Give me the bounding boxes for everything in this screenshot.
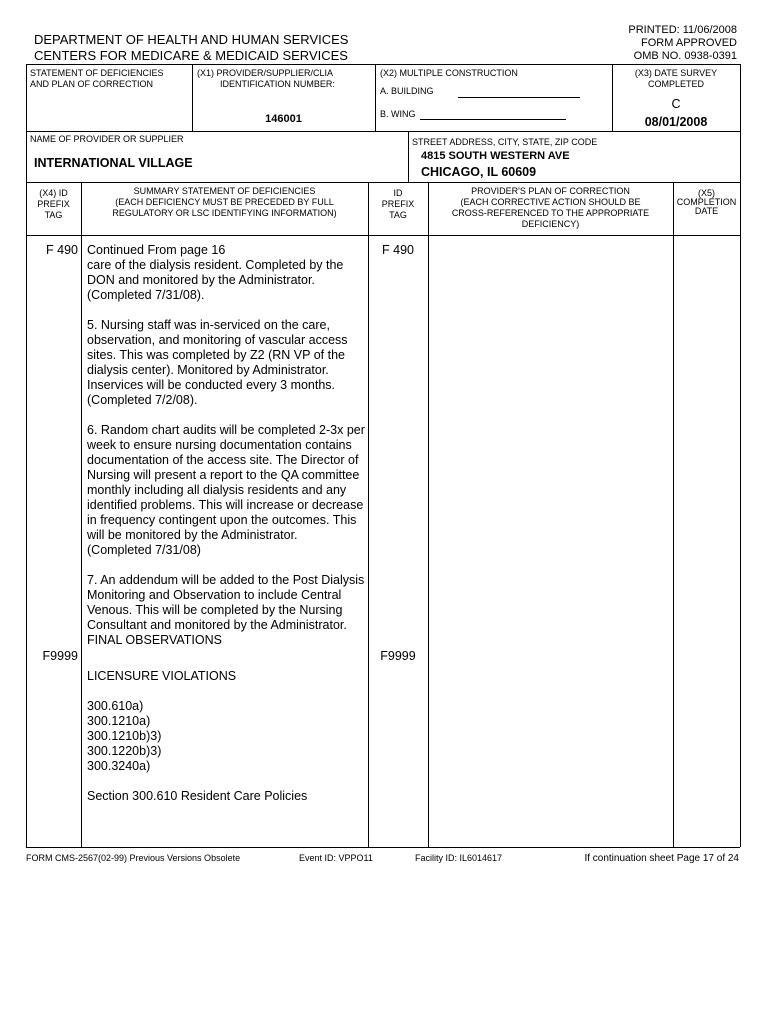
footer-form: FORM CMS-2567(02-99) Previous Versions Obsolete bbox=[26, 853, 241, 863]
regulation-code: 300.610a) bbox=[87, 699, 144, 713]
summary-text-block bbox=[87, 243, 365, 804]
id-header-3: TAG bbox=[389, 210, 407, 220]
street-address: 4815 SOUTH WESTERN AVE bbox=[421, 150, 570, 162]
section-title: Section 300.610 Resident Care Policies bbox=[87, 789, 308, 803]
paragraph-4: 7. An addendum will be added to the Post Dialysis Monitoring and Observation to include Central Venous. This will be completed by the Nursing Consultant and monitored by the Administrator. bbox=[87, 573, 365, 632]
footer-continuation: If continuation sheet Page 17 of 24 bbox=[584, 853, 739, 864]
final-observations: FINAL OBSERVATIONS bbox=[87, 633, 222, 647]
column-header-divider bbox=[26, 235, 740, 236]
tag-f9999-right: F9999 bbox=[380, 649, 416, 663]
building-underline bbox=[458, 97, 580, 98]
x5-header-2: COMPLETION bbox=[676, 197, 737, 207]
x4-header-3: TAG bbox=[44, 210, 63, 220]
x4-header-2: PREFIX bbox=[37, 199, 70, 209]
col-sep-4 bbox=[673, 182, 674, 847]
continued-from: Continued From page 16 bbox=[87, 243, 226, 257]
col-sep-1 bbox=[81, 182, 82, 847]
top-row-sep-2 bbox=[375, 64, 376, 131]
top-row-divider bbox=[26, 131, 740, 132]
tag-f490-right: F 490 bbox=[382, 243, 414, 257]
top-border bbox=[26, 64, 740, 65]
x3-label-2: COMPLETED bbox=[647, 79, 704, 89]
statement-label-1: STATEMENT OF DEFICIENCIES bbox=[30, 68, 164, 78]
regulation-code: 300.1210a) bbox=[87, 714, 151, 728]
regulation-code: 300.1210b)3) bbox=[87, 729, 162, 743]
provider-id-number: 146001 bbox=[265, 113, 302, 125]
summary-header-3: REGULATORY OR LSC IDENTIFYING INFORMATION) bbox=[112, 208, 337, 218]
footer-event-id: Event ID: VPPO11 bbox=[299, 853, 373, 863]
x4-header-1: (X4) ID bbox=[39, 188, 68, 198]
agency-line-2: CENTERS FOR MEDICARE & MEDICAID SERVICES bbox=[34, 48, 348, 63]
left-border bbox=[26, 64, 27, 847]
tag-f490-left: F 490 bbox=[46, 243, 78, 257]
id-header-2: PREFIX bbox=[381, 199, 415, 209]
printed-date: PRINTED: 11/06/2008 bbox=[628, 24, 737, 36]
provider-row-sep bbox=[408, 131, 409, 182]
x1-label-1: (X1) PROVIDER/SUPPLIER/CLIA bbox=[197, 68, 334, 78]
x3-label-1: (X3) DATE SURVEY bbox=[634, 68, 718, 78]
omb-number: OMB NO. 0938-0391 bbox=[633, 50, 737, 62]
tag-f9999-left: F9999 bbox=[42, 649, 78, 663]
provider-name: INTERNATIONAL VILLAGE bbox=[34, 156, 193, 170]
plan-header-3: CROSS-REFERENCED TO THE APPROPRIATE bbox=[451, 208, 650, 218]
provider-row-divider bbox=[26, 182, 740, 183]
form-approved: FORM APPROVED bbox=[641, 37, 737, 49]
regulation-codes bbox=[87, 699, 365, 774]
x1-label-2: IDENTIFICATION NUMBER: bbox=[220, 79, 335, 89]
regulation-code: 300.1220b)3) bbox=[87, 744, 162, 758]
summary-header-2: (EACH DEFICIENCY MUST BE PRECEDED BY FULL bbox=[115, 197, 334, 207]
x3-code: C bbox=[671, 97, 681, 111]
wing-underline bbox=[420, 119, 566, 120]
address-label: STREET ADDRESS, CITY, STATE, ZIP CODE bbox=[412, 137, 598, 147]
x2-label: (X2) MULTIPLE CONSTRUCTION bbox=[380, 68, 518, 78]
statement-label-2: AND PLAN OF CORRECTION bbox=[30, 79, 154, 89]
survey-completed-date: 08/01/2008 bbox=[644, 115, 708, 129]
provider-name-label: NAME OF PROVIDER OR SUPPLIER bbox=[30, 134, 184, 144]
agency-line-1: DEPARTMENT OF HEALTH AND HUMAN SERVICES bbox=[34, 32, 349, 47]
bottom-border bbox=[26, 847, 740, 848]
plan-header-4: DEFICIENCY) bbox=[521, 219, 580, 229]
right-border bbox=[740, 64, 741, 847]
col-sep-3 bbox=[428, 182, 429, 847]
col-sep-2 bbox=[368, 182, 369, 847]
regulation-code: 300.3240a) bbox=[87, 759, 151, 773]
id-header-1: ID bbox=[393, 188, 403, 198]
paragraph-2: 5. Nursing staff was in-serviced on the care, observation, and monitoring of vascular access sites. This was completed by Z2 (RN VP of the dialysis center). Monitored by Administrator. Inservices will be conducted every 3 months. (Completed 7/2/08). bbox=[87, 318, 348, 407]
plan-header-2: (EACH CORRECTIVE ACTION SHOULD BE bbox=[460, 197, 641, 207]
footer-facility-id: Facility ID: IL6014617 bbox=[415, 853, 503, 863]
paragraph-1: care of the dialysis resident. Completed by the DON and monitored by the Administrator. (Completed 7/31/08). bbox=[87, 258, 344, 302]
x5-header-1: (X5) bbox=[697, 188, 715, 198]
city-state-zip: CHICAGO, IL 60609 bbox=[421, 165, 537, 179]
paragraph-3: 6. Random chart audits will be completed 2-3x per week to ensure nursing documentation contains documentation of the access site. The Director of Nursing will present a report to the QA committee monthly including all dialysis residents and any identified problems. This will increase or decrease in frequency contingent upon the outcomes. This will be monitored by the Administrator. (Completed 7/31/08) bbox=[87, 423, 365, 557]
plan-header-1: PROVIDER'S PLAN OF CORRECTION bbox=[471, 186, 630, 196]
x2-wing-label: B. WING bbox=[380, 109, 416, 119]
licensure-violations: LICENSURE VIOLATIONS bbox=[87, 669, 237, 683]
x5-header-3: DATE bbox=[694, 206, 719, 216]
x2-building-label: A. BUILDING bbox=[380, 86, 434, 96]
summary-header-1: SUMMARY STATEMENT OF DEFICIENCIES bbox=[133, 186, 316, 196]
